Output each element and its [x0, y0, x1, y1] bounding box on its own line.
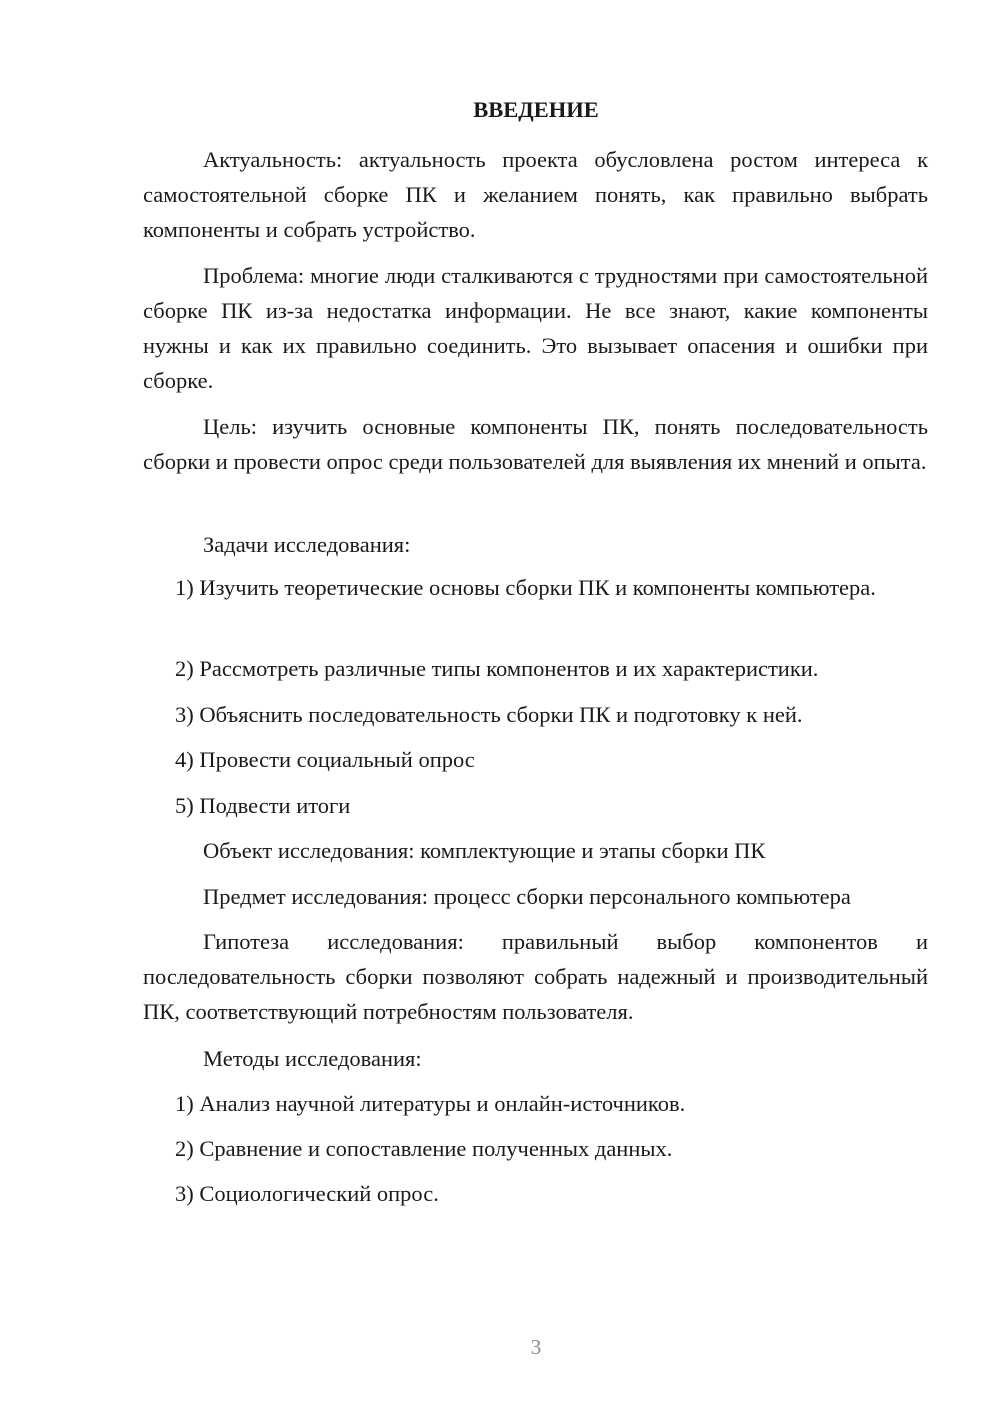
page-number: 3 — [530, 1335, 542, 1359]
methods-heading: Методы исследования: — [203, 1046, 422, 1071]
method-item-3: 3) Социологический опрос. — [175, 1181, 439, 1206]
object-paragraph: Объект исследования: комплектующие и этапы сборки ПК — [203, 838, 766, 863]
task-item-3: 3) Объяснить последовательность сборки ПК и подготовку к ней. — [175, 702, 803, 727]
page-title: ВВЕДЕНИЕ — [473, 97, 599, 122]
task-item-1: 1) Изучить теоретические основы сборки ПК и компоненты компьютера. — [175, 575, 876, 600]
hypothesis-paragraph: Гипотеза исследования: правильный выбор компонентов и последовательность сборки позволяют собрать надежный и производительный ПК, соответствующий потребностям пользователя. — [143, 929, 928, 1024]
tasks-heading: Задачи исследования: — [203, 532, 411, 557]
method-item-2: 2) Сравнение и сопоставление полученных данных. — [175, 1136, 673, 1161]
subject-paragraph: Предмет исследования: процесс сборки персонального компьютера — [203, 884, 851, 909]
goal-paragraph: Цель: изучить основные компоненты ПК, понять последовательность сборки и провести опрос среди пользователей для выявления их мнений и опыта. — [143, 414, 928, 474]
task-item-2: 2) Рассмотреть различные типы компонентов и их характеристики. — [175, 656, 819, 681]
task-item-4: 4) Провести социальный опрос — [175, 747, 475, 772]
method-item-1: 1) Анализ научной литературы и онлайн-источников. — [175, 1091, 686, 1116]
problem-paragraph: Проблема: многие люди сталкиваются с трудностями при самостоятельной сборке ПК из-за недостатка информации. Не все знают, какие компоненты нужны и как их правильно соединить. Это вызывает опасения и ошибки при сборке. — [143, 263, 928, 393]
task-item-5: 5) Подвести итоги — [175, 793, 351, 818]
relevance-paragraph: Актуальность: актуальность проекта обусловлена ростом интереса к самостоятельной сборке ПК и желанием понять, как правильно выбрать компоненты и собрать устройство. — [143, 147, 928, 242]
